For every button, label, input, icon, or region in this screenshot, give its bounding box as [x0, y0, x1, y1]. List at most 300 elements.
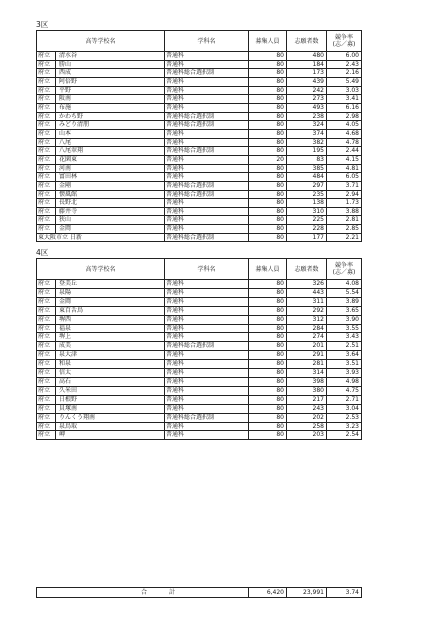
- course-name: 普通科: [165, 395, 249, 404]
- district-3-label: 3区: [36, 20, 49, 29]
- school-name: 金岡: [56, 297, 165, 306]
- header-quota: 募集人員: [249, 31, 287, 52]
- quota-value: 80: [249, 164, 287, 173]
- total-applicants: 23,991: [287, 588, 327, 598]
- school-prefix: 東大阪市立: [38, 233, 69, 241]
- course-name: 普通科: [165, 333, 249, 342]
- school-prefix: 府立: [37, 147, 56, 156]
- table-row: [37, 173, 362, 182]
- ratio-value: 4.08: [327, 280, 362, 289]
- school-name: 岬: [56, 431, 165, 440]
- school-prefix: 府立: [37, 60, 56, 69]
- table-row: [37, 297, 362, 306]
- table-row: [37, 181, 362, 190]
- ratio-value: 3.23: [327, 422, 362, 431]
- school-prefix: 府立: [37, 369, 56, 378]
- ratio-value: 2.43: [327, 60, 362, 69]
- quota-value: 80: [249, 173, 287, 182]
- quota-value: 80: [249, 351, 287, 360]
- table-row: [37, 95, 362, 104]
- table-row: [37, 129, 362, 138]
- school-name: 布施: [56, 103, 165, 112]
- table-row: [37, 216, 362, 225]
- quota-value: 80: [249, 216, 287, 225]
- school-prefix: 府立: [37, 404, 56, 413]
- applicants-value: 324: [287, 121, 327, 130]
- school-prefix: 府立: [37, 288, 56, 297]
- school-name: 西成: [56, 69, 165, 78]
- ratio-value: 3.93: [327, 369, 362, 378]
- quota-value: 80: [249, 86, 287, 95]
- course-name: 普通科: [165, 60, 249, 69]
- quota-value: 80: [249, 207, 287, 216]
- course-name: 普通科: [165, 297, 249, 306]
- ratio-value: 5.54: [327, 288, 362, 297]
- quota-value: 80: [249, 129, 287, 138]
- ratio-value: 4.05: [327, 121, 362, 130]
- quota-value: 80: [249, 386, 287, 395]
- course-name: 普通科総合選択制: [165, 181, 249, 190]
- ratio-value: 2.53: [327, 413, 362, 422]
- school-prefix: 府立: [37, 86, 56, 95]
- ratio-value: 2.85: [327, 225, 362, 234]
- applicants-value: 382: [287, 138, 327, 147]
- school-prefix: 府立: [37, 351, 56, 360]
- applicants-value: 138: [287, 199, 327, 208]
- quota-value: 80: [249, 342, 287, 351]
- quota-value: 80: [249, 181, 287, 190]
- ratio-value: 2.71: [327, 395, 362, 404]
- header-applicants: 志願者数: [287, 31, 327, 52]
- school-prefix: 府立: [37, 190, 56, 199]
- school-prefix: 府立: [37, 216, 56, 225]
- school-name: 金岡: [56, 225, 165, 234]
- applicants-value: 314: [287, 369, 327, 378]
- school-prefix: 府立: [37, 377, 56, 386]
- table-row: [37, 207, 362, 216]
- table-row: [37, 422, 362, 431]
- table-row: [37, 360, 362, 369]
- school-name: かわち野: [56, 112, 165, 121]
- applicants-value: 326: [287, 280, 327, 289]
- course-name: 普通科: [165, 129, 249, 138]
- ratio-value: 6.16: [327, 103, 362, 112]
- ratio-value: 3.88: [327, 207, 362, 216]
- course-name: 普通科: [165, 95, 249, 104]
- school-name: 勝山: [56, 60, 165, 69]
- quota-value: 80: [249, 225, 287, 234]
- table-row: [37, 351, 362, 360]
- table-row: [37, 190, 362, 199]
- school-name: 泉大津: [56, 351, 165, 360]
- course-name: 普通科: [165, 360, 249, 369]
- applicants-value: 398: [287, 377, 327, 386]
- course-name: 普通科総合選択制: [165, 413, 249, 422]
- applicants-value: 380: [287, 386, 327, 395]
- applicants-value: 273: [287, 95, 327, 104]
- applicants-value: 243: [287, 404, 327, 413]
- applicants-value: 228: [287, 225, 327, 234]
- course-name: 普通科: [165, 324, 249, 333]
- header-course: 学科名: [165, 259, 249, 280]
- school-name: 和泉: [56, 360, 165, 369]
- quota-value: 80: [249, 369, 287, 378]
- applicants-value: 284: [287, 324, 327, 333]
- table-row: [37, 86, 362, 95]
- quota-value: 80: [249, 121, 287, 130]
- applicants-value: 274: [287, 333, 327, 342]
- quota-value: 80: [249, 199, 287, 208]
- total-table: [36, 587, 362, 598]
- school-name: 長野北: [56, 199, 165, 208]
- school-prefix-name: [37, 233, 165, 242]
- school-prefix: 府立: [37, 431, 56, 440]
- table-row: [37, 199, 362, 208]
- course-name: 普通科総合選択制: [165, 233, 249, 242]
- header-school-name: 高等学校名: [37, 259, 165, 280]
- course-name: 普通科: [165, 164, 249, 173]
- quota-value: 80: [249, 306, 287, 315]
- table-row: [37, 69, 362, 78]
- ratio-value: 2.94: [327, 190, 362, 199]
- school-prefix: 府立: [37, 181, 56, 190]
- quota-value: 80: [249, 52, 287, 61]
- ratio-value: 3.43: [327, 333, 362, 342]
- table-row: [37, 103, 362, 112]
- header-ratio: 競争率 (志／募): [327, 259, 362, 280]
- table-row: [37, 288, 362, 297]
- school-name: 日根野: [56, 395, 165, 404]
- quota-value: 80: [249, 112, 287, 121]
- course-name: 普通科: [165, 315, 249, 324]
- ratio-value: 4.15: [327, 155, 362, 164]
- applicants-value: 83: [287, 155, 327, 164]
- school-prefix: 府立: [37, 315, 56, 324]
- course-name: 普通科: [165, 207, 249, 216]
- table-row: [37, 225, 362, 234]
- school-name: 藤井寺: [56, 207, 165, 216]
- quota-value: 80: [249, 324, 287, 333]
- school-name: りんくう翔南: [56, 413, 165, 422]
- school-name: 山本: [56, 129, 165, 138]
- table-row: [37, 52, 362, 61]
- school-prefix: 府立: [37, 129, 56, 138]
- district-3-rows: [37, 52, 362, 242]
- course-name: 普通科: [165, 86, 249, 95]
- table-row: [37, 315, 362, 324]
- school-prefix: 府立: [37, 52, 56, 61]
- applicants-value: 310: [287, 207, 327, 216]
- school-name: 懐風館: [56, 190, 165, 199]
- applicants-value: 217: [287, 395, 327, 404]
- applicants-value: 443: [287, 288, 327, 297]
- table-row: [37, 77, 362, 86]
- course-name: 普通科: [165, 422, 249, 431]
- applicants-value: 258: [287, 422, 327, 431]
- applicants-value: 480: [287, 52, 327, 61]
- ratio-value: 3.51: [327, 360, 362, 369]
- course-name: 普通科: [165, 52, 249, 61]
- table-row: [37, 431, 362, 440]
- table-row: [37, 342, 362, 351]
- school-prefix: 府立: [37, 207, 56, 216]
- course-name: 普通科: [165, 138, 249, 147]
- ratio-value: 4.81: [327, 164, 362, 173]
- table-row: [37, 395, 362, 404]
- ratio-value: 3.65: [327, 306, 362, 315]
- quota-value: 80: [249, 333, 287, 342]
- ratio-value: 3.04: [327, 404, 362, 413]
- quota-value: 80: [249, 404, 287, 413]
- school-prefix: 府立: [37, 225, 56, 234]
- course-name: 普通科: [165, 199, 249, 208]
- course-name: 普通科総合選択制: [165, 112, 249, 121]
- school-prefix: 府立: [37, 155, 56, 164]
- applicants-value: 177: [287, 233, 327, 242]
- school-prefix: 府立: [37, 386, 56, 395]
- header-course: 学科名: [165, 31, 249, 52]
- applicants-value: 291: [287, 351, 327, 360]
- applicants-value: 439: [287, 77, 327, 86]
- course-name: 普通科: [165, 431, 249, 440]
- table-row: [37, 112, 362, 121]
- course-name: 普通科: [165, 216, 249, 225]
- quota-value: 80: [249, 297, 287, 306]
- ratio-value: 4.98: [327, 377, 362, 386]
- quota-value: 80: [249, 422, 287, 431]
- ratio-value: 2.21: [327, 233, 362, 242]
- table-row: [37, 60, 362, 69]
- school-prefix: 府立: [37, 199, 56, 208]
- ratio-value: 2.44: [327, 147, 362, 156]
- course-name: 普通科: [165, 103, 249, 112]
- school-prefix: 府立: [37, 324, 56, 333]
- header-ratio: 競争率 (志／募): [327, 31, 362, 52]
- table-row: [37, 404, 362, 413]
- school-name: 花園東: [56, 155, 165, 164]
- total-row: [37, 588, 362, 598]
- school-prefix: 府立: [37, 413, 56, 422]
- ratio-value: 1.73: [327, 199, 362, 208]
- quota-value: 80: [249, 395, 287, 404]
- quota-value: 80: [249, 147, 287, 156]
- quota-value: 80: [249, 138, 287, 147]
- quota-value: 80: [249, 377, 287, 386]
- school-name: 狭山: [56, 216, 165, 225]
- ratio-value: 2.54: [327, 431, 362, 440]
- school-prefix: 府立: [37, 121, 56, 130]
- quota-value: 80: [249, 413, 287, 422]
- applicants-value: 173: [287, 69, 327, 78]
- school-name: 福泉: [56, 324, 165, 333]
- ratio-value: 2.16: [327, 69, 362, 78]
- quota-value: 80: [249, 431, 287, 440]
- course-name: 普通科総合選択制: [165, 121, 249, 130]
- course-name: 普通科: [165, 351, 249, 360]
- course-name: 普通科総合選択制: [165, 69, 249, 78]
- school-prefix: 府立: [37, 306, 56, 315]
- table-row: [37, 164, 362, 173]
- school-name: 堺西: [56, 315, 165, 324]
- course-name: 普通科: [165, 386, 249, 395]
- school-prefix: 府立: [37, 280, 56, 289]
- school-name: 河南: [56, 164, 165, 173]
- table-header-row: [37, 259, 362, 280]
- header-applicants: 志願者数: [287, 259, 327, 280]
- ratio-value: 2.51: [327, 342, 362, 351]
- applicants-value: 374: [287, 129, 327, 138]
- school-prefix: 府立: [37, 103, 56, 112]
- ratio-value: 4.68: [327, 129, 362, 138]
- applicants-value: 297: [287, 181, 327, 190]
- table-header-row: [37, 31, 362, 52]
- school-name: 八尾翠翔: [56, 147, 165, 156]
- school-prefix: 府立: [37, 112, 56, 121]
- applicants-value: 385: [287, 164, 327, 173]
- total-label: 合 計: [37, 588, 249, 598]
- school-name: 泉鳥取: [56, 422, 165, 431]
- total-ratio: 3.74: [327, 588, 362, 598]
- header-school-name: 高等学校名: [37, 31, 165, 52]
- district-4-label: 4区: [36, 248, 49, 257]
- school-prefix: 府立: [37, 173, 56, 182]
- course-name: 普通科: [165, 369, 249, 378]
- school-name: 高石: [56, 377, 165, 386]
- table-row: [37, 386, 362, 395]
- course-name: 普通科: [165, 280, 249, 289]
- applicants-value: 195: [287, 147, 327, 156]
- course-name: 普通科総合選択制: [165, 342, 249, 351]
- district-3-table: [36, 30, 362, 242]
- applicants-value: 484: [287, 173, 327, 182]
- table-row: [37, 155, 362, 164]
- applicants-value: 235: [287, 190, 327, 199]
- ratio-value: 2.81: [327, 216, 362, 225]
- course-name: 普通科総合選択制: [165, 147, 249, 156]
- table-row: [37, 306, 362, 315]
- ratio-value: 2.98: [327, 112, 362, 121]
- table-row: [37, 413, 362, 422]
- school-prefix: 府立: [37, 138, 56, 147]
- ratio-value: 3.41: [327, 95, 362, 104]
- ratio-value: 3.03: [327, 86, 362, 95]
- school-prefix: 府立: [37, 422, 56, 431]
- school-name: 成美: [56, 342, 165, 351]
- course-name: 普通科: [165, 77, 249, 86]
- school-name: 貝塚南: [56, 404, 165, 413]
- table-row: [37, 377, 362, 386]
- table-row: [37, 147, 362, 156]
- quota-value: 80: [249, 288, 287, 297]
- table-row: [37, 280, 362, 289]
- school-prefix: 府立: [37, 342, 56, 351]
- school-name: 信太: [56, 369, 165, 378]
- applicants-value: 203: [287, 431, 327, 440]
- school-name: 泉陽: [56, 288, 165, 297]
- applicants-value: 312: [287, 315, 327, 324]
- ratio-value: 3.89: [327, 297, 362, 306]
- course-name: 普通科: [165, 155, 249, 164]
- school-name: 登美丘: [56, 280, 165, 289]
- quota-value: 80: [249, 190, 287, 199]
- applicants-value: 184: [287, 60, 327, 69]
- course-name: 普通科総合選択制: [165, 190, 249, 199]
- table-row: [37, 369, 362, 378]
- quota-value: 80: [249, 315, 287, 324]
- applicants-value: 225: [287, 216, 327, 225]
- ratio-value: 3.64: [327, 351, 362, 360]
- school-name: 東百舌鳥: [56, 306, 165, 315]
- applicants-value: 311: [287, 297, 327, 306]
- school-name: 金剛: [56, 181, 165, 190]
- quota-value: 80: [249, 233, 287, 242]
- school-prefix: 府立: [37, 333, 56, 342]
- quota-value: 20: [249, 155, 287, 164]
- ratio-value: 3.55: [327, 324, 362, 333]
- course-name: 普通科: [165, 404, 249, 413]
- applicants-value: 281: [287, 360, 327, 369]
- school-name: 富田林: [56, 173, 165, 182]
- quota-value: 80: [249, 95, 287, 104]
- school-name: 堺上: [56, 333, 165, 342]
- course-name: 普通科: [165, 306, 249, 315]
- school-prefix: 府立: [37, 297, 56, 306]
- school-name: 平野: [56, 86, 165, 95]
- table-row: [37, 324, 362, 333]
- ratio-value: 6.05: [327, 173, 362, 182]
- table-row: [37, 233, 362, 242]
- applicants-value: 238: [287, 112, 327, 121]
- course-name: 普通科: [165, 377, 249, 386]
- district-4-table: [36, 258, 362, 440]
- header-quota: 募集人員: [249, 259, 287, 280]
- course-name: 普通科: [165, 225, 249, 234]
- school-name: 阿倍野: [56, 77, 165, 86]
- quota-value: 80: [249, 103, 287, 112]
- quota-value: 80: [249, 280, 287, 289]
- school-prefix: 府立: [37, 69, 56, 78]
- course-name: 普通科: [165, 288, 249, 297]
- course-name: 普通科: [165, 173, 249, 182]
- applicants-value: 201: [287, 342, 327, 351]
- district-4-rows: [37, 280, 362, 440]
- school-name: 清水谷: [56, 52, 165, 61]
- school-name: 日新: [70, 233, 83, 241]
- quota-value: 80: [249, 69, 287, 78]
- ratio-value: 3.71: [327, 181, 362, 190]
- school-prefix: 府立: [37, 395, 56, 404]
- table-row: [37, 121, 362, 130]
- ratio-value: 6.00: [327, 52, 362, 61]
- school-name: 阪南: [56, 95, 165, 104]
- ratio-value: 4.78: [327, 138, 362, 147]
- school-name: 久米田: [56, 386, 165, 395]
- quota-value: 80: [249, 77, 287, 86]
- applicants-value: 292: [287, 306, 327, 315]
- school-name: 八尾: [56, 138, 165, 147]
- quota-value: 80: [249, 60, 287, 69]
- school-prefix: 府立: [37, 95, 56, 104]
- table-row: [37, 138, 362, 147]
- ratio-value: 5.49: [327, 77, 362, 86]
- applicants-value: 493: [287, 103, 327, 112]
- ratio-value: 3.90: [327, 315, 362, 324]
- quota-value: 80: [249, 360, 287, 369]
- school-prefix: 府立: [37, 360, 56, 369]
- total-quota: 6,420: [249, 588, 287, 598]
- applicants-value: 202: [287, 413, 327, 422]
- applicants-value: 242: [287, 86, 327, 95]
